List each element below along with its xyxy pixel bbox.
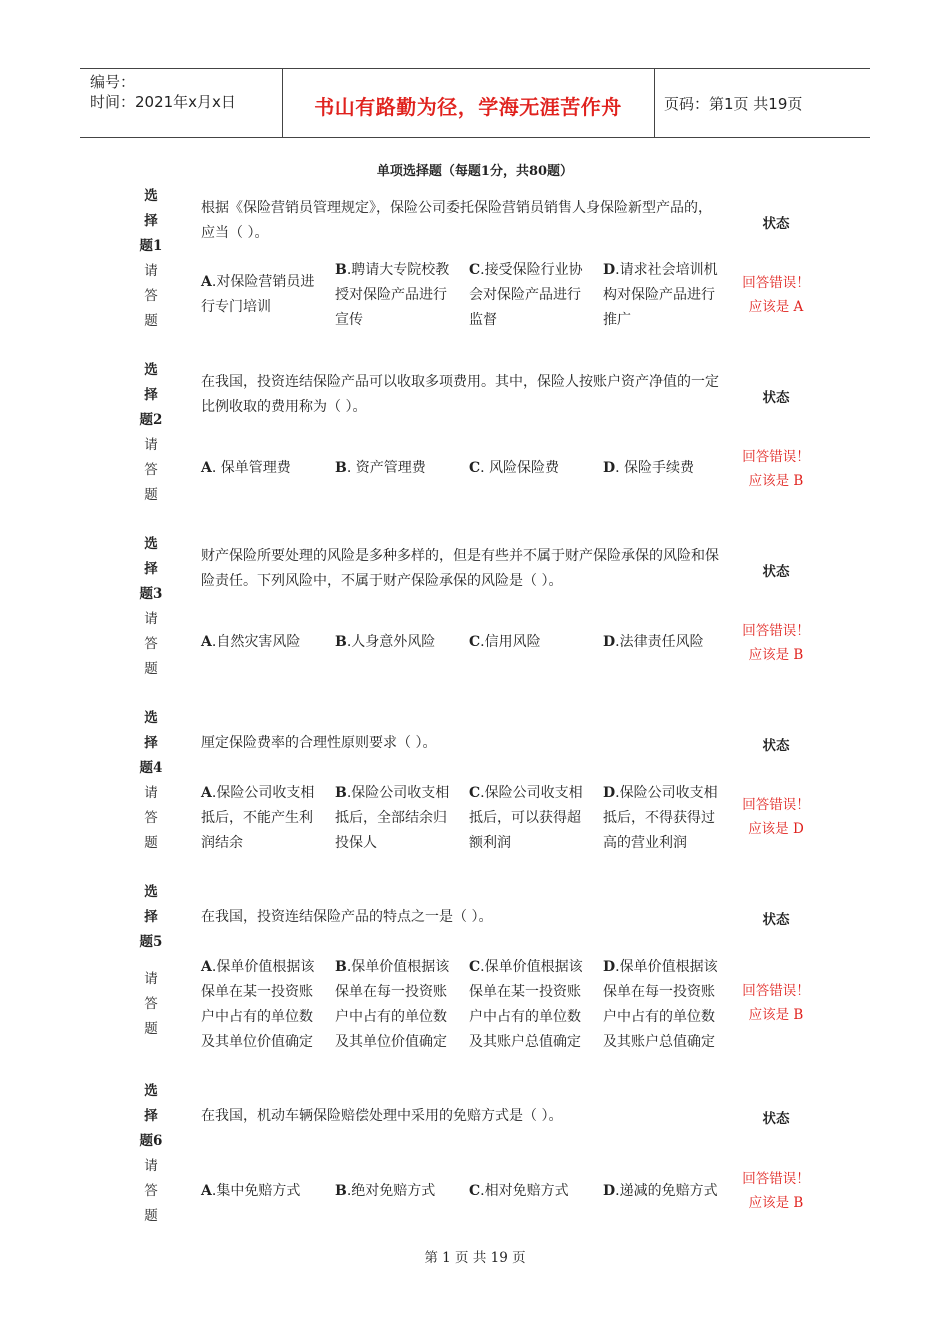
option-b[interactable] [335,258,457,333]
question-label-line: 题3 [139,586,163,602]
question-label-line: 择 [144,213,158,229]
question-label-line: 择 [144,387,158,403]
question-label [136,1079,166,1154]
feedback-line: 应该是 D [748,821,804,837]
option-letter: D [603,959,616,975]
option-a[interactable] [201,270,323,320]
option-letter: A [201,959,212,975]
feedback-line: 回答错误！ [742,1171,810,1187]
answer-prompt[interactable] [136,967,166,1042]
option-text: . 风险保险费 [480,460,560,476]
option-b[interactable] [335,456,457,481]
option-letter: B [335,785,347,801]
question-label-line: 选 [144,362,158,378]
option-letter: D [603,460,616,476]
feedback-line: 应该是 B [748,1195,804,1211]
question-text: 根据《保险营销员管理规定》，保险公司委托保险营销员销售人身保险新型产品的，应当（ ）。 [201,200,712,241]
option-text: .法律责任风险 [615,634,704,650]
answer-feedback [736,1167,816,1215]
answer-prompt[interactable] [136,781,166,856]
feedback-line: 回答错误！ [742,797,810,813]
option-text: .对保险营销员进行专门培训 [201,274,315,315]
option-c[interactable] [469,1179,591,1204]
answer-prompt-line: 题 [144,1021,158,1037]
feedback-line: 回答错误！ [742,623,810,639]
option-b[interactable] [335,1179,457,1204]
option-a[interactable] [201,630,323,655]
question-label [136,706,166,781]
answer-prompt[interactable] [136,433,166,508]
option-letter: A [201,274,212,290]
option-c[interactable] [469,781,591,856]
date-label: 时间：2021年x月x日 [90,93,236,111]
answer-prompt-line: 请 [144,971,158,987]
option-text: .接受保险行业协会对保险产品进行监督 [469,262,583,328]
option-text: .集中免赔方式 [211,1183,301,1199]
feedback-line: 应该是 B [748,1007,804,1023]
header-info-cell [80,69,283,137]
answer-prompt-line: 答 [144,996,158,1012]
page-header [80,68,870,138]
option-c[interactable] [469,630,591,655]
option-letter: B [335,1183,347,1199]
answer-prompt-line: 题 [144,835,158,851]
header-motto-cell [282,69,655,137]
option-text: .保单价值根据该保单在某一投资账户中占有的单位数及其单位价值确定 [201,959,315,1050]
question-label-line: 择 [144,1108,158,1124]
option-letter: C [469,1183,481,1199]
answer-prompt-line: 请 [144,1158,158,1174]
option-text: .保单价值根据该保单在每一投资账户中占有的单位数及其单位价值确定 [335,959,450,1050]
option-letter: D [603,785,616,801]
question-text: 在我国，投资连结保险产品的特点之一是（ ）。 [201,909,493,925]
feedback-line: 回答错误！ [742,983,810,999]
answer-prompt-line: 请 [144,263,158,279]
option-d[interactable] [603,955,725,1055]
question-block [0,184,950,358]
option-a[interactable] [201,1179,323,1204]
option-letter: D [603,634,616,650]
option-c[interactable] [469,955,591,1055]
question-label-line: 题5 [139,934,163,950]
question-text: 财产保险所要处理的风险是多种多样的，但是有些并不属于财产保险承保的风险和保险责任。下列风险中，不属于财产保险承保的风险是（ ）。 [201,548,719,589]
status-label: 状态 [762,912,790,928]
option-d[interactable] [603,1179,725,1204]
answer-prompt-line: 请 [144,611,158,627]
option-letter: C [469,785,481,801]
option-text: .保单价值根据该保单在某一投资账户中占有的单位数及其账户总值确定 [469,959,583,1050]
answer-feedback [736,619,816,667]
answer-feedback [736,979,816,1027]
answer-prompt-line: 答 [144,636,158,652]
option-letter: A [201,634,212,650]
question-block [0,880,950,1054]
answer-prompt-line: 题 [144,661,158,677]
status-label: 状态 [762,738,790,754]
option-letter: A [201,460,212,476]
question-label-line: 择 [144,561,158,577]
option-text: .相对免赔方式 [480,1183,569,1199]
option-text: .保单价值根据该保单在每一投资账户中占有的单位数及其账户总值确定 [603,959,718,1050]
question-text: 在我国，投资连结保险产品可以收取多项费用。其中，保险人按账户资产净值的一定比例收取的费用称为（ ）。 [201,374,719,415]
question-label [136,880,166,955]
option-letter: C [469,460,481,476]
option-letter: D [603,1183,616,1199]
question-label-line: 择 [144,909,158,925]
feedback-line: 应该是 B [748,473,804,489]
answer-feedback [736,793,816,841]
option-a[interactable] [201,955,323,1055]
question-label-line: 选 [144,1083,158,1099]
option-d[interactable] [603,781,725,856]
option-text: . 保险手续费 [615,460,695,476]
question-label-line: 选 [144,710,158,726]
answer-prompt-line: 答 [144,288,158,304]
option-c[interactable] [469,258,591,333]
option-letter: C [469,959,481,975]
page-footer: 第 1 页 共 19 页 [424,1250,526,1266]
status-label: 状态 [762,390,790,406]
option-letter: A [201,785,212,801]
option-letter: B [335,460,347,476]
question-label [136,358,166,433]
option-letter: C [469,262,481,278]
answer-prompt-line: 请 [144,437,158,453]
question-label-line: 题6 [139,1133,163,1149]
option-d[interactable] [603,630,725,655]
option-a[interactable] [201,781,323,856]
option-d[interactable] [603,456,725,481]
question-block [0,706,950,880]
answer-prompt[interactable] [136,259,166,334]
option-d[interactable] [603,258,725,333]
page-number: 页码：第1页 共19页 [664,95,803,113]
option-letter: B [335,262,347,278]
option-text: .信用风险 [480,634,541,650]
question-label [136,532,166,607]
question-text: 在我国，机动车辆保险赔偿处理中采用的免赔方式是（ ）。 [201,1108,563,1124]
question-label-line: 题4 [139,760,163,776]
question-label-line: 题2 [139,412,163,428]
option-text: .保险公司收支相抵后，全部结余归投保人 [335,785,450,851]
status-label: 状态 [762,216,790,232]
question-label-line: 择 [144,735,158,751]
answer-prompt-line: 请 [144,785,158,801]
header-page-cell [654,69,870,137]
option-b[interactable] [335,630,457,655]
answer-prompt-line: 答 [144,810,158,826]
option-text: .聘请大专院校教授对保险产品进行宣传 [335,262,450,328]
question-label-line: 选 [144,536,158,552]
answer-prompt-line: 题 [144,1208,158,1224]
answer-prompt-line: 答 [144,462,158,478]
motto: 书山有路勤为径，学海无涯苦作舟 [314,95,622,119]
question-label [136,184,166,259]
option-text: .人身意外风险 [346,634,436,650]
status-label: 状态 [762,564,790,580]
answer-prompt-line: 答 [144,1183,158,1199]
option-letter: C [469,634,481,650]
feedback-line: 回答错误！ [742,275,810,291]
option-letter: D [603,262,616,278]
option-text: .请求社会培训机构对保险产品进行推广 [603,262,718,328]
section-title: 单项选择题（每题1分，共80题） [376,164,574,179]
answer-feedback [736,271,816,319]
option-text: . 保单管理费 [211,460,291,476]
question-label-line: 选 [144,884,158,900]
feedback-line: 应该是 A [748,299,804,315]
option-letter: A [201,1183,212,1199]
option-letter: B [335,634,347,650]
question-text: 厘定保险费率的合理性原则要求（ ）。 [201,735,437,751]
serial-label: 编号： [90,73,136,91]
option-text: .保险公司收支相抵后，不能产生利润结余 [201,785,315,851]
option-text: .保险公司收支相抵后，不得获得过高的营业利润 [603,785,718,851]
answer-prompt-line: 题 [144,313,158,329]
answer-feedback [736,445,816,493]
option-letter: B [335,959,347,975]
option-text: . 资产管理费 [346,460,426,476]
question-label-line: 选 [144,188,158,204]
question-label-line: 题1 [139,238,163,254]
answer-prompt-line: 题 [144,487,158,503]
answer-prompt[interactable] [136,1154,166,1229]
question-block [0,532,950,706]
option-text: .递减的免赔方式 [615,1183,718,1199]
question-block [0,358,950,532]
feedback-line: 回答错误！ [742,449,810,465]
option-c[interactable] [469,456,591,481]
option-a[interactable] [201,456,323,481]
option-text: .保险公司收支相抵后，可以获得超额利润 [469,785,583,851]
option-text: .自然灾害风险 [211,634,301,650]
option-b[interactable] [335,781,457,856]
answer-prompt[interactable] [136,607,166,682]
status-label: 状态 [762,1111,790,1127]
question-block [0,1079,950,1253]
option-text: .绝对免赔方式 [346,1183,436,1199]
option-b[interactable] [335,955,457,1055]
feedback-line: 应该是 B [748,647,804,663]
